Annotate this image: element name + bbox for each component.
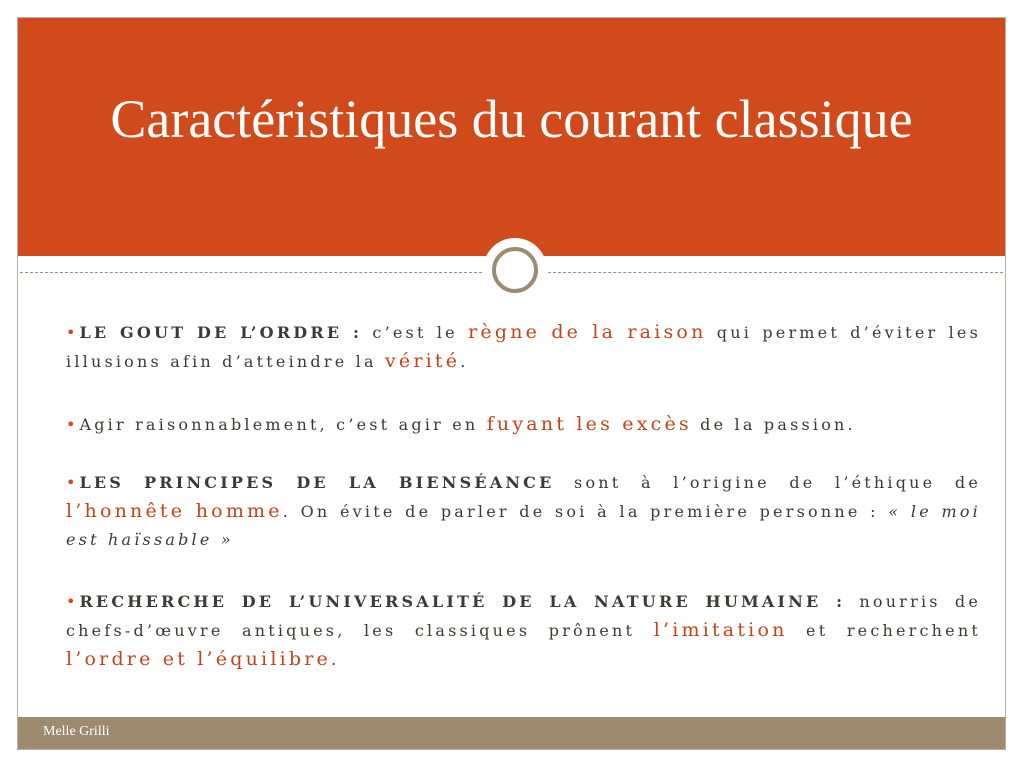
bullet-text: . — [330, 650, 340, 669]
bullet-text: nourris de chefs-d’œuvre antiques, les classiques prônent — [66, 592, 982, 640]
ring-icon — [492, 247, 538, 293]
bullet-list — [66, 318, 981, 708]
divider-line-left — [20, 272, 482, 273]
bullet-heading: RECHERCHE DE L’UNIVERSALITÉ DE LA NATURE HUMAINE : — [79, 592, 846, 611]
bullet-heading: LE GOUT DE L’ORDRE : — [79, 323, 363, 342]
footer-author: Melle Grilli — [43, 724, 110, 739]
bullet-heading: LES PRINCIPES DE LA BIENSÉANCE — [79, 473, 555, 492]
bullet-ordre — [66, 318, 981, 376]
bullet-highlight: vérité — [385, 350, 461, 372]
divider-line-right — [548, 272, 1003, 273]
bullet-highlight: règne de la raison — [468, 321, 707, 343]
slide-title: Caractéristiques du courant classique — [110, 89, 913, 149]
bullet-highlight: l’imitation — [653, 619, 788, 641]
bullet-highlight: fuyant les excès — [486, 413, 692, 435]
bullet-dot-icon: • — [66, 323, 76, 342]
bullet-text: . On évite de parler de soi à la première personne : — [282, 502, 889, 521]
bullet-quote: « le moi est haïssable » — [66, 502, 981, 549]
bullet-dot-icon: • — [66, 592, 76, 611]
bullet-text: . — [460, 352, 469, 371]
bullet-raison — [66, 410, 981, 439]
bullet-text: de la passion. — [691, 415, 856, 434]
bullet-text: sont à l’origine de l’éthique de — [554, 473, 982, 492]
bullet-universalite — [66, 588, 981, 674]
footer-bar — [18, 717, 1005, 749]
bullet-text: qui permet d’éviter les illusions afin d’atteindre la — [66, 323, 982, 371]
bullet-bienseance — [66, 469, 981, 554]
title-banner — [18, 18, 1005, 256]
slide — [17, 17, 1006, 750]
bullet-text: c’est le — [362, 323, 469, 342]
circle-ornament-icon — [483, 238, 547, 302]
bullet-dot-icon: • — [66, 415, 76, 434]
bullet-text: Agir raisonnablement, c’est agir en — [79, 415, 487, 434]
bullet-text: et recherchent — [787, 621, 981, 640]
bullet-highlight: l’honnête homme — [66, 500, 283, 522]
bullet-dot-icon: • — [66, 473, 76, 492]
bullet-highlight: l’ordre et l’équilibre — [66, 648, 331, 670]
